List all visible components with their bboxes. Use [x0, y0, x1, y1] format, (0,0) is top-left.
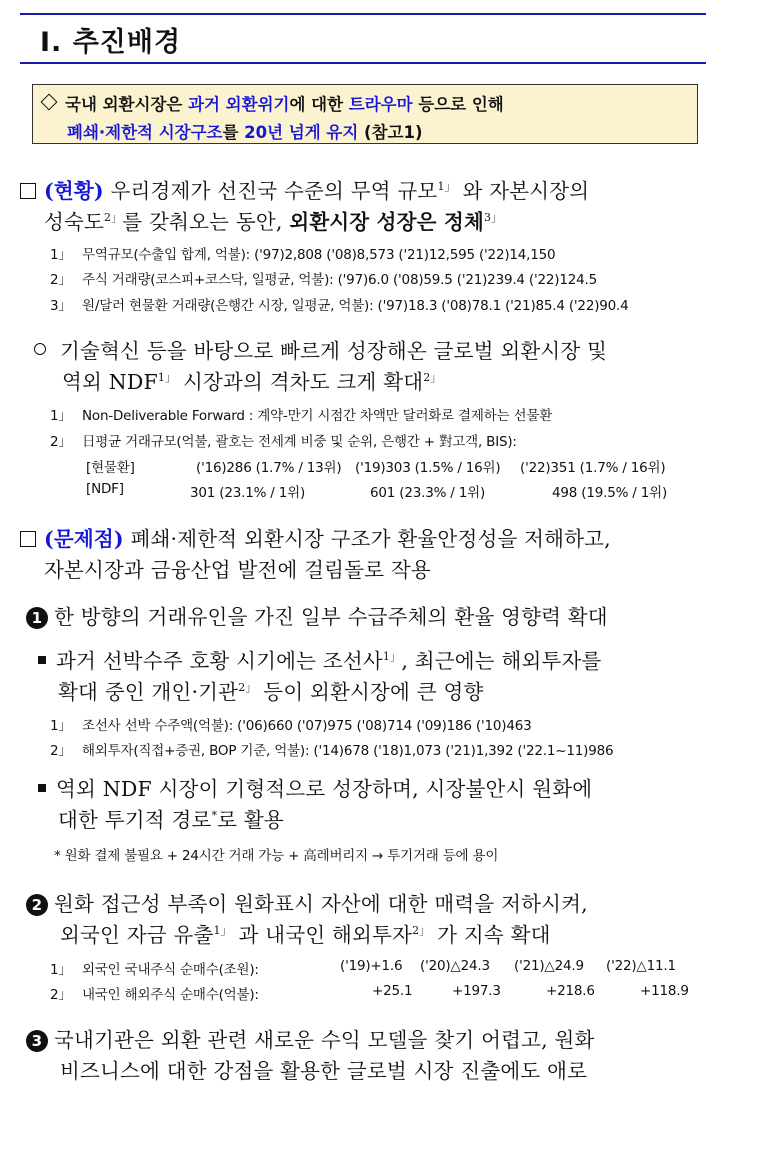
table-cell: 601 (23.3% / 1위)	[370, 485, 486, 501]
square-bullet-icon	[38, 784, 46, 792]
note-number: 2」	[50, 434, 72, 450]
checkbox-square-icon	[20, 183, 36, 199]
header-top-rule	[20, 13, 706, 15]
footnote-ref: 2」	[238, 681, 257, 695]
current-text-1a: 우리경제가 선진국 수준의 무역 규모	[103, 179, 438, 203]
point-2-text: 가 지속 확대	[430, 923, 551, 947]
current-line-2	[44, 205, 502, 235]
bullet-text: 과거 선박수주 호황 시기에는 조선사	[56, 649, 383, 673]
current-note-1	[50, 243, 555, 263]
global-note-1	[50, 404, 552, 424]
header-bottom-rule	[20, 62, 706, 64]
note-number: 3」	[50, 298, 72, 314]
point-3-line-1	[26, 1023, 595, 1053]
point-2-text: 과 내국인 해외투자	[231, 923, 413, 947]
current-text-2b: 를 갖춰오는 동안,	[122, 210, 290, 234]
table-cell: ('22)351 (1.7% / 16위)	[520, 460, 666, 476]
summary-segment: 20년 넘게 유지	[244, 123, 359, 142]
problem-text-1: 폐쇄·제한적 외환시장 구조가 환율안정성을 저해하고,	[123, 527, 611, 551]
summary-box	[32, 84, 698, 144]
note-value: +218.6	[546, 983, 595, 999]
table-cell: 301 (23.1% / 1위)	[190, 485, 306, 501]
circle-bullet-icon	[34, 343, 46, 355]
point-1-bullet-1-line-1	[38, 644, 602, 674]
summary-line-2	[67, 119, 423, 143]
point-1-title	[26, 600, 608, 630]
summary-segment: 트라우마	[348, 95, 413, 114]
note-text: Non-Deliverable Forward : 계약-만기 시점간 차액만 달러화로 결제하는 선물환	[82, 408, 553, 424]
point-3-text: 비즈니스에 대한 강점을 활용한 글로벌 시장 진출에도 애로	[60, 1059, 588, 1083]
current-note-3	[50, 294, 629, 314]
global-text-1: 기술혁신 등을 바탕으로 빠르게 성장해온 글로벌 외환시장 및	[60, 339, 608, 363]
note-value: +118.9	[640, 983, 689, 999]
point-2-text: 외국인 자금 유출	[60, 923, 214, 947]
footnote-ref: 3」	[484, 211, 503, 225]
table-cell: ('19)303 (1.5% / 16위)	[355, 460, 501, 476]
note-number: 1」	[50, 408, 72, 424]
note-value: ('19)+1.6	[340, 958, 403, 974]
note-text: 해외투자(직접+증권, BOP 기준, 억불): ('14)678 ('18)1,073 ('21)1,392 ('22.1~11)986	[82, 743, 614, 759]
note-label: 내국인 해외주식 순매수(억불):	[82, 987, 259, 1003]
point-1-bullet-1-line-2	[58, 675, 484, 705]
problem-line-1	[20, 522, 611, 552]
square-bullet-icon	[38, 656, 46, 664]
note-value: ('20)△24.3	[420, 958, 490, 974]
note-text: 무역규모(수출입 합계, 억불): ('97)2,808 ('08)8,573 ('21)12,595 ('22)14,150	[82, 247, 556, 263]
summary-line-1	[41, 91, 504, 115]
footnote-ref: *	[211, 809, 218, 823]
footnote-ref: 1」	[157, 371, 177, 385]
diamond-bullet-icon	[41, 94, 58, 111]
footnote-ref: 1」	[437, 180, 456, 194]
note-value: ('22)△11.1	[606, 958, 676, 974]
note-value: ('21)△24.9	[514, 958, 584, 974]
summary-segment: 국내 외환시장은	[65, 95, 189, 114]
table-label: [현물환]	[86, 460, 135, 476]
table-cell: 498 (19.5% / 1위)	[552, 485, 668, 501]
current-tag: (현황)	[44, 179, 104, 203]
summary-segment: 에 대한	[289, 95, 349, 114]
current-line-1	[20, 174, 589, 204]
number-3-icon: 3	[26, 1030, 48, 1052]
note-text: 日평균 거래규모(억불, 괄호는 전세계 비중 및 순위, 은행간 + 對고객, BIS):	[82, 434, 517, 450]
current-text-2c: 외환시장 성장은 정체	[289, 210, 485, 234]
point-1-note-1	[50, 714, 531, 734]
point-2-line-1	[26, 887, 588, 917]
bullet-text: 등이 외환시장에 큰 영향	[256, 680, 484, 704]
note-number: 2」	[50, 743, 72, 759]
table-cell: ('16)286 (1.7% / 13위)	[196, 460, 342, 476]
summary-segment: 등으로 인해	[412, 95, 504, 114]
current-text-2a: 성숙도	[44, 210, 105, 234]
summary-segment: 를	[222, 123, 245, 142]
section-title: Ⅰ. 추진배경	[40, 27, 182, 58]
problem-text-2: 자본시장과 금융산업 발전에 걸림돌로 작용	[44, 558, 431, 582]
point-3-line-2	[60, 1054, 587, 1084]
bullet-text: , 최근에는 해외투자를	[401, 649, 602, 673]
note-text: 원/달러 현물환 거래량(은행간 시장, 일평균, 억불): ('97)18.3 ('08)78.1 ('21)85.4 ('22)90.4	[82, 298, 629, 314]
note-number: 1」	[50, 247, 72, 263]
number-1-icon: 1	[26, 607, 48, 629]
bullet-text: 대한 투기적 경로	[58, 808, 212, 832]
point-1-bullet-2-line-1	[38, 772, 592, 802]
global-line-1	[34, 334, 607, 364]
point-2-text: 원화 접근성 부족이 원화표시 자산에 대한 매력을 저하시켜,	[54, 892, 588, 916]
bullet-text: 로 활용	[217, 808, 284, 832]
problem-line-2	[44, 553, 431, 583]
current-note-2	[50, 268, 597, 288]
point-1-text: 한 방향의 거래유인을 가진 일부 수급주체의 환율 영향력 확대	[54, 605, 608, 629]
footnote-ref: 2」	[412, 924, 431, 938]
global-line-2	[62, 365, 442, 395]
checkbox-square-icon	[20, 531, 36, 547]
table-label: [NDF]	[86, 481, 124, 497]
note-number: 2」	[50, 272, 72, 288]
point-1-bullet-2-line-2	[58, 803, 284, 833]
summary-segment: 과거 외환위기	[188, 95, 290, 114]
point-2-line-2	[60, 918, 551, 948]
point-1-note-star: * 원화 결제 불필요 + 24시간 거래 가능 + 高레버리지 → 투기거래 등에 용이	[54, 848, 499, 864]
problem-tag: (문제점)	[44, 527, 124, 551]
note-number: 1」	[50, 718, 72, 734]
note-value: +197.3	[452, 983, 501, 999]
summary-segment: (참고1)	[358, 123, 423, 142]
bullet-text: 확대 중인 개인·기관	[58, 680, 239, 704]
footnote-ref: 2」	[423, 371, 442, 385]
note-text: 주식 거래량(코스피+코스닥, 일평균, 억불): ('97)6.0 ('08)59.5 ('21)239.4 ('22)124.5	[82, 272, 597, 288]
note-label: 외국인 국내주식 순매수(조원):	[82, 962, 259, 978]
summary-segment: 폐쇄·제한적 시장구조	[67, 123, 223, 142]
point-3-text: 국내기관은 외환 관련 새로운 수익 모델을 찾기 어렵고, 원화	[54, 1028, 595, 1052]
number-2-icon: 2	[26, 894, 48, 916]
footnote-ref: 1」	[382, 650, 402, 664]
note-number: 2」	[50, 987, 72, 1003]
global-text-2a: 역외 NDF	[62, 370, 158, 394]
note-number: 1」	[50, 962, 72, 978]
global-text-2b: 시장과의 격차도 크게 확대	[176, 370, 424, 394]
footnote-ref: 1」	[213, 924, 232, 938]
point-1-note-2	[50, 739, 613, 759]
note-text: 조선사 선박 수주액(억불): ('06)660 ('07)975 ('08)714 ('09)186 ('10)463	[82, 718, 532, 734]
footnote-ref: 2」	[104, 211, 123, 225]
current-text-1b: 와 자본시장의	[455, 179, 590, 203]
bullet-text: 역외 NDF 시장이 기형적으로 성장하며, 시장불안시 원화에	[56, 777, 593, 801]
note-value: +25.1	[372, 983, 413, 999]
global-note-2	[50, 430, 517, 450]
